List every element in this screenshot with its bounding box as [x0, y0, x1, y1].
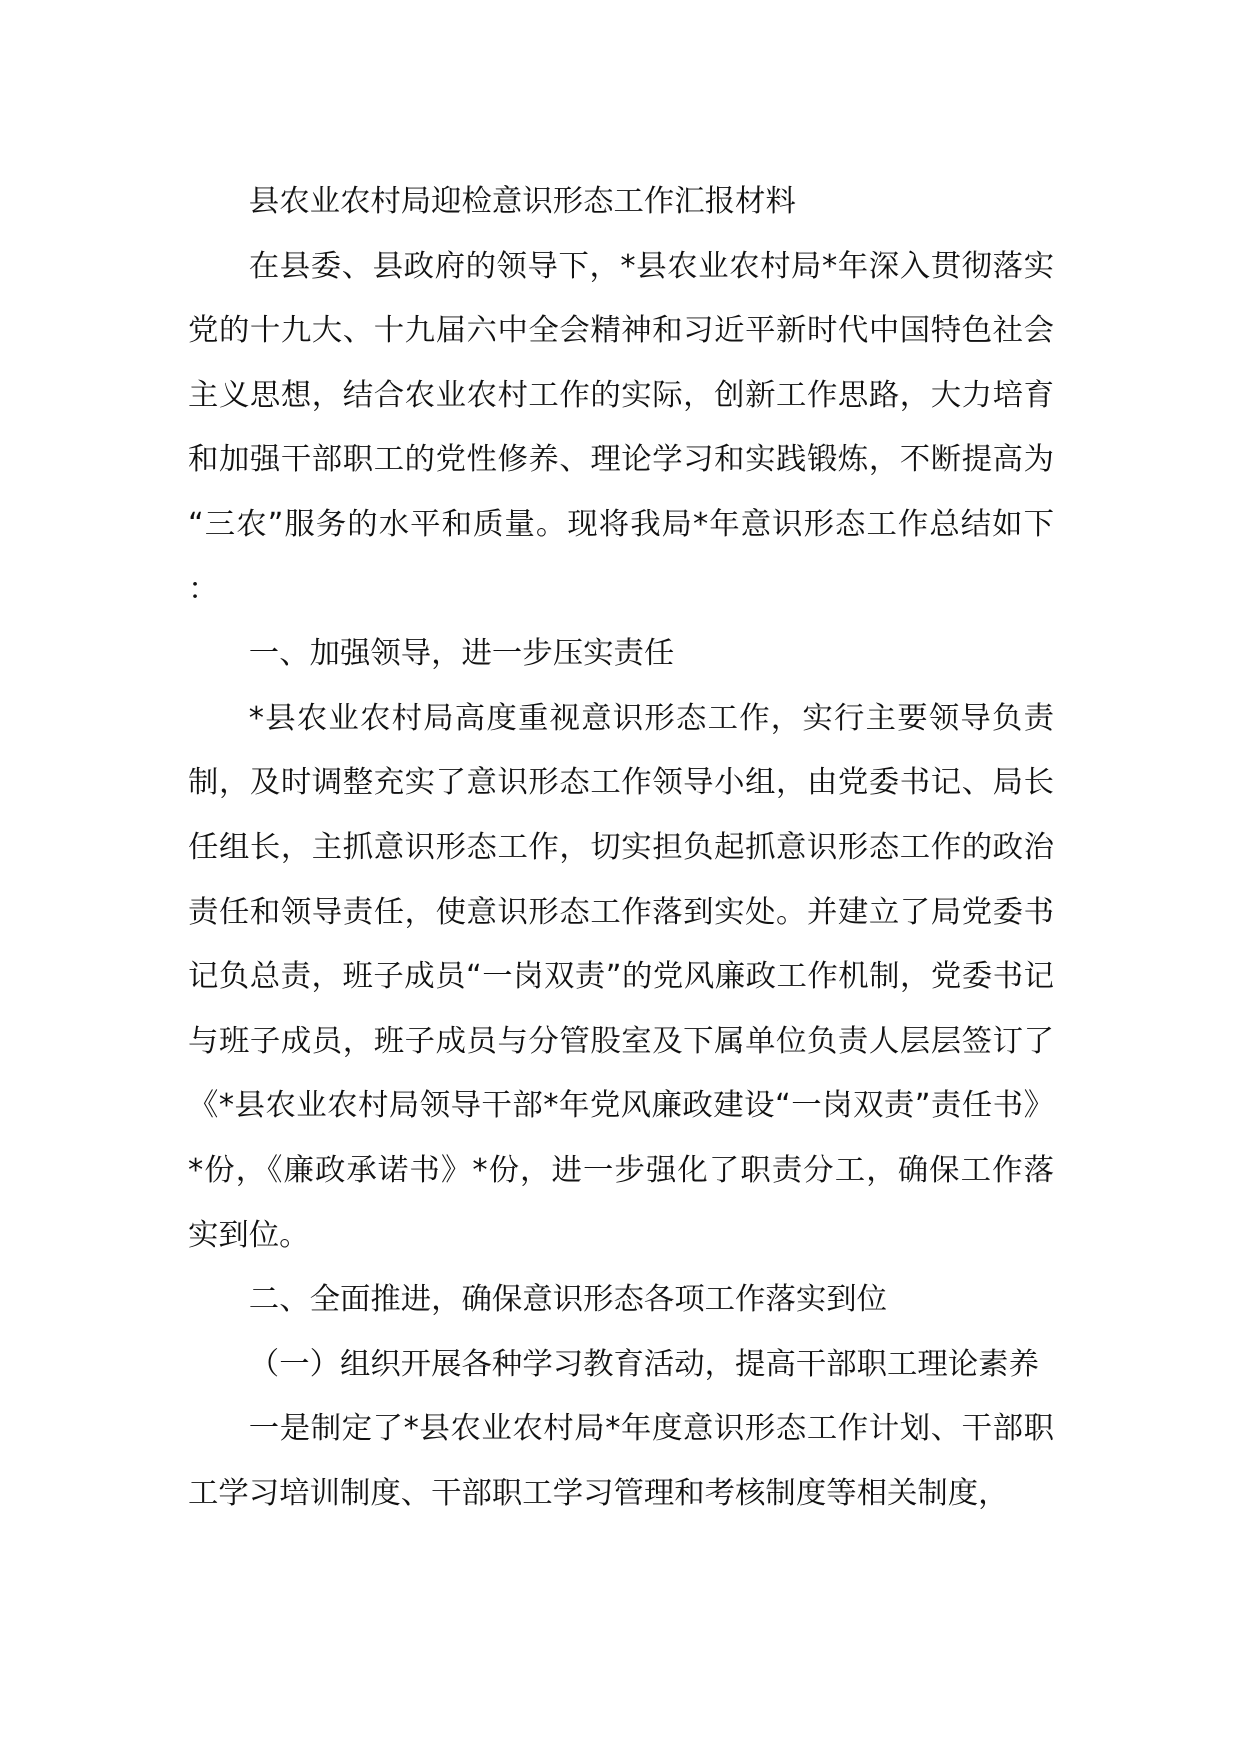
document-title: 县农业农村局迎检意识形态工作汇报材料 — [248, 184, 796, 219]
section-heading-1: 一、加强领导，进一步压实责任 — [248, 636, 675, 672]
paragraph-subsection-1: 一是制定了*县农业农村局*年度意识形态工作计划、干部职工学习培训制度、干部职工学习管理和考核制度等相关制度， — [188, 1411, 1054, 1511]
paragraph-section-1: *县农业农村局高度重视意识形态工作，实行主要领导负责制，及时调整充实了意识形态工作领导小组，由党委书记、局长任组长，主抓意识形态工作，切实担负起抓意识形态工作的政治责任和领导责任，使意识形态工作落到实处。并建立了局党委书记负总责，班子成员“一岗双责”的党风廉政工作机制，党委书记与班子成员，班子成员与分管股室及下属单位负责人层层签订了《*县农业农村局领导干部*年党风廉政建设“一岗双责”责任书》*份，《廉政承诺书》*份，进一步强化了职责分工，确保工作落实到位。 — [188, 700, 1054, 1253]
paragraph-intro: 在县委、县政府的领导下，*县农业农村局*年深入贯彻落实党的十九大、十九届六中全会精神和习近平新时代中国特色社会主义思想，结合农业农村工作的实际，创新工作思路，大力培育和加强干部职工的党性修养、理论学习和实践锻炼，不断提高为“三农”服务的水平和质量。现将我局*年意识形态工作总结如下： — [188, 248, 1054, 607]
document-body — [188, 170, 1054, 1526]
subsection-heading-1: （一）组织开展各种学习教育活动，提高干部职工理论素养 — [248, 1346, 1039, 1382]
section-heading-2: 二、全面推进，确保意识形态各项工作落实到位 — [248, 1282, 888, 1318]
